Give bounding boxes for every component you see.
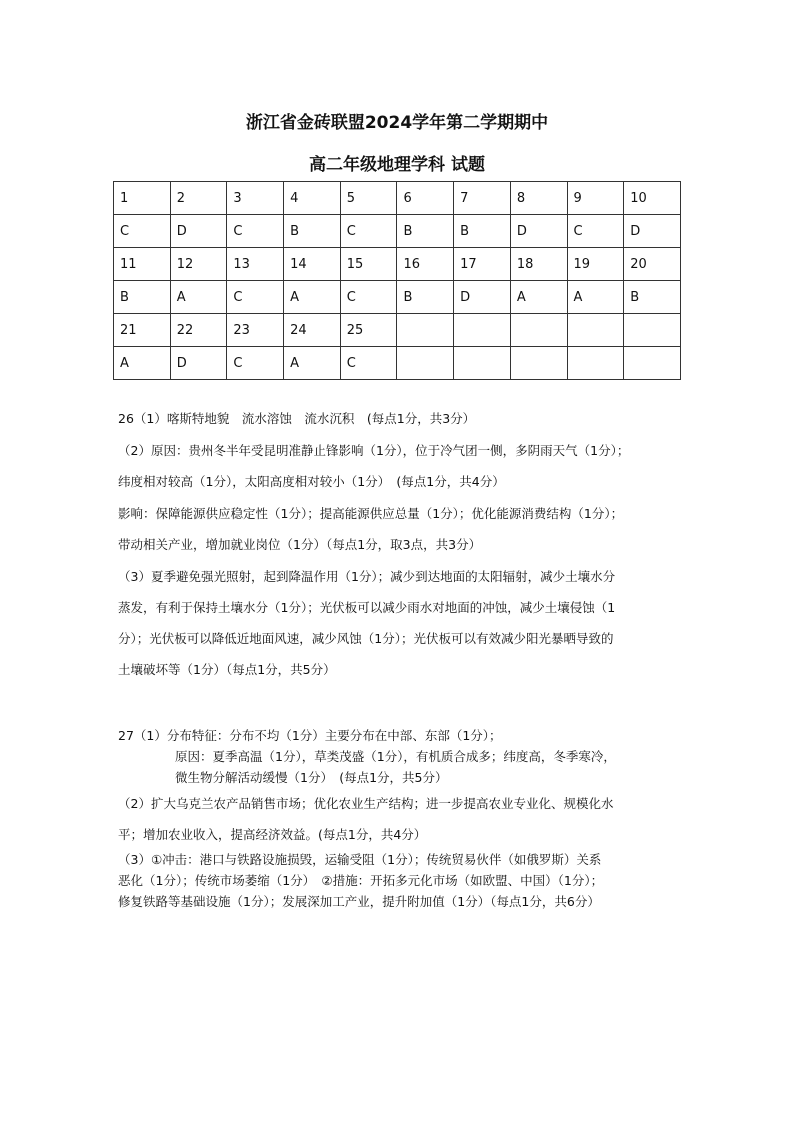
question-number-cell: 2 (170, 182, 227, 215)
question-number-cell: 3 (227, 182, 284, 215)
q26-line-9: 土壤破坏等（1分）（每点1分，共5分） (118, 662, 336, 677)
answer-cell: B (397, 215, 454, 248)
question-number-cell: 18 (510, 248, 567, 281)
question-number-cell: 20 (624, 248, 681, 281)
q27-line-5: 平；增加农业收入，提高经济效益。(每点1分，共4分） (118, 827, 427, 842)
question-number-cell: 11 (114, 248, 171, 281)
answer-cell: B (454, 215, 511, 248)
answer-cell: C (567, 215, 624, 248)
question-number-cell: 12 (170, 248, 227, 281)
answer-table-body (114, 182, 681, 380)
q26-line-8: 分）；光伏板可以降低近地面风速，减少风蚀（1分）；光伏板可以有效减少阳光暴晒导致的 (118, 631, 614, 646)
answer-cell (567, 347, 624, 380)
answer-cell: C (114, 215, 171, 248)
question-number-cell: 13 (227, 248, 284, 281)
question-number-cell: 19 (567, 248, 624, 281)
answer-row (114, 347, 681, 380)
question-number-cell: 24 (284, 314, 341, 347)
q26-line-2: （2）原因：贵州冬半年受昆明准静止锋影响（1分），位于冷气团一侧，多阴雨天气（1分）； (118, 443, 630, 458)
question-number-cell: 10 (624, 182, 681, 215)
q26-line-6: （3）夏季避免强光照射，起到降温作用（1分）；减少到达地面的太阳辐射，减少土壤水分 (118, 569, 616, 584)
answer-cell (454, 347, 511, 380)
question-number-cell: 6 (397, 182, 454, 215)
question-number-cell: 17 (454, 248, 511, 281)
answer-cell: C (340, 215, 397, 248)
answer-cell: C (340, 347, 397, 380)
question-number-cell: 21 (114, 314, 171, 347)
q27-line-7: 恶化（1分）；传统市场萎缩（1分） ②措施：开拓多元化市场（如欧盟、中国）（1分）； (118, 873, 604, 888)
question-number-cell (624, 314, 681, 347)
q26-line-1: 26（1）喀斯特地貌 流水溶蚀 流水沉积 (每点1分，共3分） (118, 411, 476, 426)
answer-row (114, 281, 681, 314)
answer-cell: D (510, 215, 567, 248)
answer-cell: C (227, 281, 284, 314)
q26-line-5: 带动相关产业，增加就业岗位（1分）（每点1分，取3点，共3分） (118, 537, 482, 552)
question-number-cell: 7 (454, 182, 511, 215)
question-number-cell: 25 (340, 314, 397, 347)
question-number-cell: 23 (227, 314, 284, 347)
answer-row (114, 215, 681, 248)
question-number-cell: 16 (397, 248, 454, 281)
q27-line-8: 修复铁路等基础设施（1分）；发展深加工产业，提升附加值（1分）（每点1分，共6分） (118, 894, 600, 909)
answer-cell: A (284, 281, 341, 314)
answer-cell: B (284, 215, 341, 248)
answer-cell: A (567, 281, 624, 314)
answer-cell: D (624, 215, 681, 248)
answer-cell: C (340, 281, 397, 314)
answer-cell: B (624, 281, 681, 314)
answer-cell: D (170, 347, 227, 380)
q26-line-7: 蒸发，有利于保持土壤水分（1分）；光伏板可以减少雨水对地面的冲蚀，减少土壤侵蚀（1 (118, 600, 616, 615)
question-number-cell: 15 (340, 248, 397, 281)
answer-cell: C (227, 347, 284, 380)
answer-cell (397, 347, 454, 380)
question-number-cell: 9 (567, 182, 624, 215)
answer-cell: D (170, 215, 227, 248)
answer-cell: A (510, 281, 567, 314)
q27-line-1: 27（1）分布特征：分布不均（1分）主要分布在中部、东部（1分）； (118, 728, 502, 743)
question-number-cell: 14 (284, 248, 341, 281)
question-number-cell (397, 314, 454, 347)
question-number-row (114, 182, 681, 215)
question-number-cell: 22 (170, 314, 227, 347)
question-number-cell: 8 (510, 182, 567, 215)
q27-line-4: （2）扩大乌克兰农产品销售市场；优化农业生产结构；进一步提高农业专业化、规模化水 (118, 796, 614, 811)
question-number-cell: 1 (114, 182, 171, 215)
answer-cell: D (454, 281, 511, 314)
answer-cell: A (284, 347, 341, 380)
question-number-cell: 5 (340, 182, 397, 215)
answer-table (113, 181, 681, 380)
answer-cell: A (170, 281, 227, 314)
answer-cell (624, 347, 681, 380)
question-number-row (114, 314, 681, 347)
q27-line-2: 原因：夏季高温（1分），草类茂盛（1分），有机质合成多；纬度高，冬季寒冷， (175, 749, 616, 764)
question-number-row (114, 248, 681, 281)
question-number-cell: 4 (284, 182, 341, 215)
answer-cell (510, 347, 567, 380)
page-title: 浙江省金砖联盟2024学年第二学期期中 (245, 113, 549, 133)
q27-line-6: （3）①冲击：港口与铁路设施损毁，运输受阻（1分）；传统贸易伙伴（如俄罗斯）关系 (118, 852, 602, 867)
answer-cell: B (397, 281, 454, 314)
q26-line-4: 影响：保障能源供应稳定性（1分）；提高能源供应总量（1分）；优化能源消费结构（1分）； (118, 506, 624, 521)
question-number-cell (567, 314, 624, 347)
q26-line-3: 纬度相对较高（1分），太阳高度相对较小（1分） (每点1分，共4分） (118, 474, 505, 489)
answer-cell: A (114, 347, 171, 380)
q27-line-3: 微生物分解活动缓慢（1分） (每点1分，共5分） (175, 770, 448, 785)
question-number-cell (454, 314, 511, 347)
page-subtitle: 高二年级地理学科 试题 (309, 155, 485, 175)
answer-cell: C (227, 215, 284, 248)
answer-cell: B (114, 281, 171, 314)
question-number-cell (510, 314, 567, 347)
